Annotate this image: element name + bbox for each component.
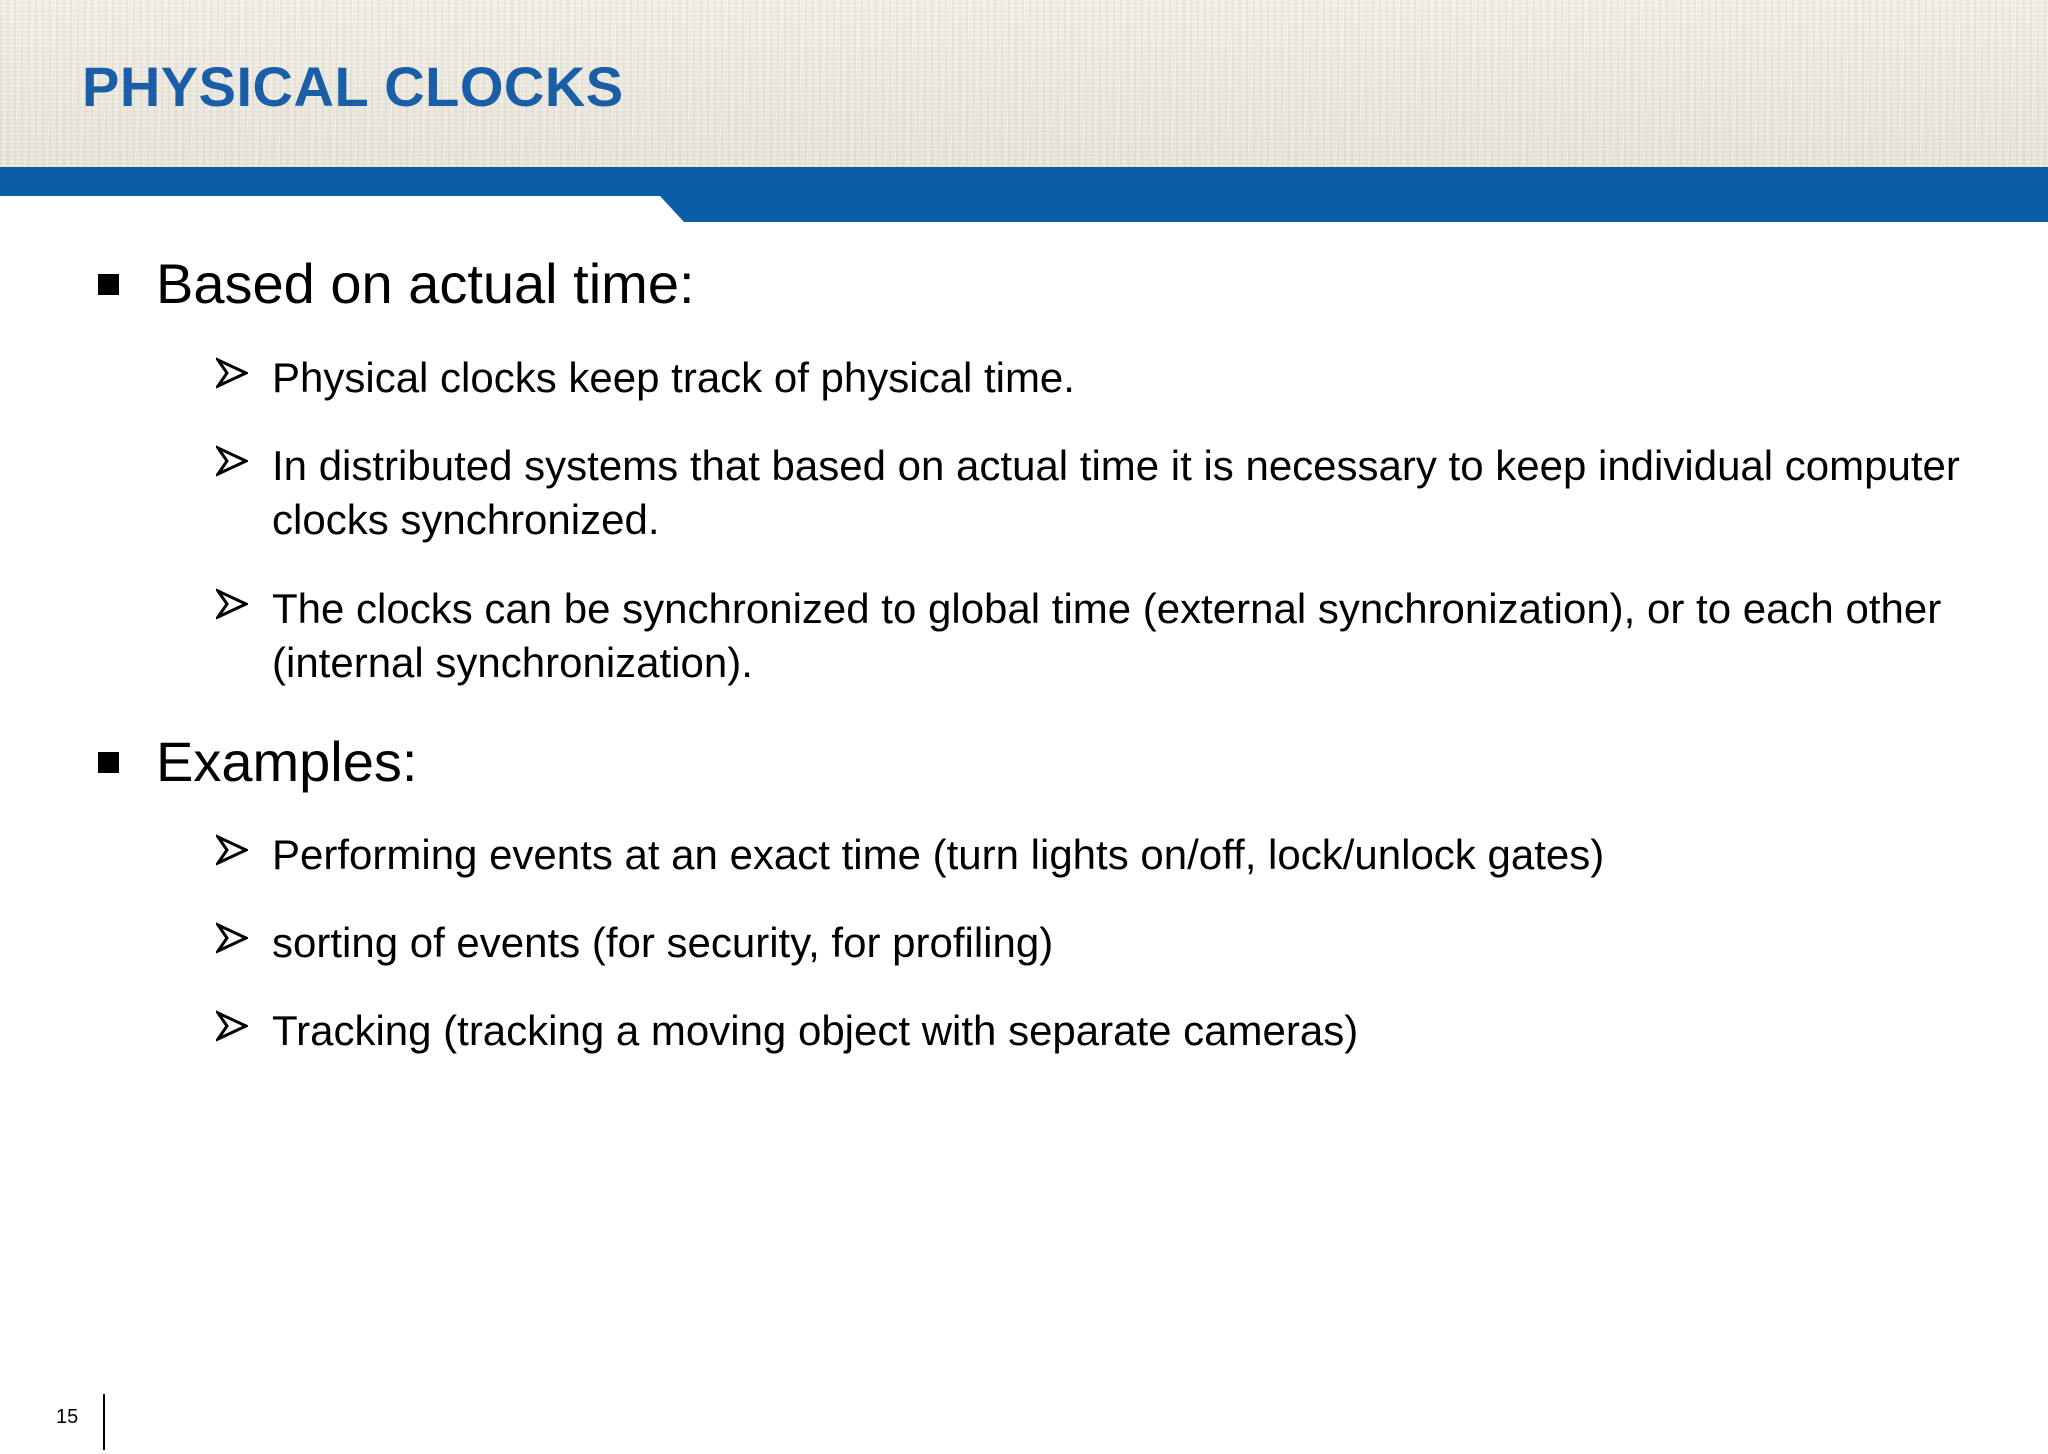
bullet-level2 xyxy=(216,582,1972,690)
page-number: 15 xyxy=(56,1406,79,1428)
arrowhead-bullet-icon xyxy=(216,588,248,620)
arrowhead-bullet-icon xyxy=(216,357,248,389)
bullet-level2 xyxy=(216,439,1972,547)
slide-title: PHYSICAL CLOCKS xyxy=(82,55,624,118)
bullet-level2 xyxy=(216,916,1972,970)
bullet-text: The clocks can be synchronized to global time (external synchronization), or to each other (internal synchronization). xyxy=(272,585,1942,686)
bullet-level1 xyxy=(98,252,695,316)
arrowhead-bullet-icon xyxy=(216,445,248,477)
bullet-text: Physical clocks keep track of physical time. xyxy=(272,354,1075,401)
bullet-text: Tracking (tracking a moving object with separate cameras) xyxy=(272,1007,1359,1054)
bullet-text: In distributed systems that based on actual time it is necessary to keep individual computer clocks synchronized. xyxy=(272,442,1960,543)
arrowhead-bullet-icon xyxy=(216,922,248,954)
bullet-level2 xyxy=(216,351,1972,405)
bullet-text: sorting of events (for security, for profiling) xyxy=(272,919,1054,966)
footer-divider xyxy=(103,1394,105,1450)
bullet-text: Performing events at an exact time (turn lights on/off, lock/unlock gates) xyxy=(272,831,1605,878)
bullet-level2 xyxy=(216,828,1972,882)
arrowhead-bullet-icon xyxy=(216,834,248,866)
bullet-heading-examples: Examples: xyxy=(156,730,418,793)
square-bullet-icon xyxy=(98,274,119,295)
bullet-heading-based-on-actual-time: Based on actual time: xyxy=(156,252,695,315)
arrowhead-bullet-icon xyxy=(216,1010,248,1042)
bullet-level1 xyxy=(98,730,417,794)
square-bullet-icon xyxy=(98,752,119,773)
bullet-level2 xyxy=(216,1004,1972,1058)
